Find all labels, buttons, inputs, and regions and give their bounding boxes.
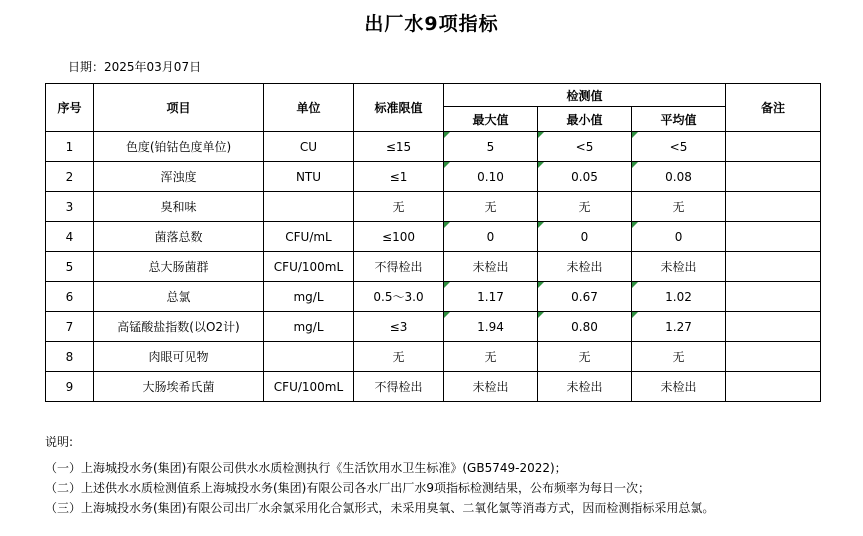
cell-remark [726, 312, 821, 342]
table-header-row-1 [46, 84, 821, 107]
cell-max: 无 [444, 192, 538, 222]
cell-remark [726, 372, 821, 402]
header-avg: 平均值 [632, 107, 726, 132]
cell-avg: 0 [632, 222, 726, 252]
cell-limit: 0.5～3.0 [354, 282, 444, 312]
cell-min: 0.67 [538, 282, 632, 312]
note-line-3: （三）上海城投水务(集团)有限公司出厂水余氯采用化合氯形式，未采用臭氧、二氧化氯等消毒方式，因而检测指标采用总氯。 [45, 501, 715, 515]
header-limit: 标准限值 [354, 84, 444, 132]
notes-title: 说明: [45, 435, 74, 449]
cell-max: 无 [444, 342, 538, 372]
cell-avg: <5 [632, 132, 726, 162]
cell-avg: 未检出 [632, 252, 726, 282]
cell-avg: 1.02 [632, 282, 726, 312]
cell-remark [726, 252, 821, 282]
cell-item: 臭和味 [94, 192, 264, 222]
cell-no: 2 [46, 162, 94, 192]
cell-min: <5 [538, 132, 632, 162]
header-item: 项目 [94, 84, 264, 132]
cell-remark [726, 282, 821, 312]
cell-unit: CFU/mL [264, 222, 354, 252]
cell-unit: mg/L [264, 282, 354, 312]
cell-remark [726, 192, 821, 222]
cell-max: 0.10 [444, 162, 538, 192]
table-row [46, 372, 821, 402]
cell-max: 未检出 [444, 252, 538, 282]
table-row [46, 252, 821, 282]
report-date: 日期：2025年03月07日 [68, 60, 202, 74]
cell-unit: mg/L [264, 312, 354, 342]
cell-limit: 不得检出 [354, 372, 444, 402]
cell-unit: CU [264, 132, 354, 162]
cell-no: 1 [46, 132, 94, 162]
cell-no: 4 [46, 222, 94, 252]
note-line-2: （二）上述供水水质检测值系上海城投水务(集团)有限公司各水厂出厂水9项指标检测结果，公布频率为每日一次； [45, 481, 651, 495]
cell-avg: 1.27 [632, 312, 726, 342]
cell-item: 肉眼可见物 [94, 342, 264, 372]
cell-no: 5 [46, 252, 94, 282]
cell-min: 0.05 [538, 162, 632, 192]
cell-item: 菌落总数 [94, 222, 264, 252]
cell-unit [264, 342, 354, 372]
cell-remark [726, 342, 821, 372]
cell-item: 总大肠菌群 [94, 252, 264, 282]
note-line-1: （一）上海城投水务(集团)有限公司供水水质检测执行《生活饮用水卫生标准》(GB5749-2022)； [45, 461, 567, 475]
cell-no: 8 [46, 342, 94, 372]
water-quality-table [45, 83, 821, 402]
header-no: 序号 [46, 84, 94, 132]
cell-unit: NTU [264, 162, 354, 192]
cell-max: 1.94 [444, 312, 538, 342]
cell-remark [726, 132, 821, 162]
cell-limit: 无 [354, 192, 444, 222]
cell-no: 6 [46, 282, 94, 312]
cell-limit: ≤3 [354, 312, 444, 342]
cell-remark [726, 222, 821, 252]
cell-item: 高锰酸盐指数(以O2计) [94, 312, 264, 342]
cell-avg: 0.08 [632, 162, 726, 192]
cell-avg: 无 [632, 192, 726, 222]
cell-min: 0 [538, 222, 632, 252]
table-row [46, 312, 821, 342]
cell-item: 浑浊度 [94, 162, 264, 192]
cell-unit [264, 192, 354, 222]
table-row [46, 192, 821, 222]
cell-limit: ≤1 [354, 162, 444, 192]
cell-no: 3 [46, 192, 94, 222]
cell-min: 无 [538, 192, 632, 222]
cell-min: 0.80 [538, 312, 632, 342]
header-max: 最大值 [444, 107, 538, 132]
cell-max: 未检出 [444, 372, 538, 402]
table-row [46, 132, 821, 162]
cell-item: 色度(铂钴色度单位) [94, 132, 264, 162]
table-row [46, 282, 821, 312]
header-min: 最小值 [538, 107, 632, 132]
cell-item: 大肠埃希氏菌 [94, 372, 264, 402]
table-row [46, 162, 821, 192]
cell-max: 5 [444, 132, 538, 162]
cell-avg: 未检出 [632, 372, 726, 402]
cell-min: 无 [538, 342, 632, 372]
cell-item: 总氯 [94, 282, 264, 312]
header-remark: 备注 [726, 84, 821, 132]
cell-no: 9 [46, 372, 94, 402]
table-row [46, 342, 821, 372]
notes-section [45, 432, 863, 518]
cell-limit: 无 [354, 342, 444, 372]
cell-no: 7 [46, 312, 94, 342]
cell-min: 未检出 [538, 252, 632, 282]
cell-limit: ≤100 [354, 222, 444, 252]
cell-min: 未检出 [538, 372, 632, 402]
page-title: 出厂水9项指标 [364, 13, 499, 35]
cell-limit: ≤15 [354, 132, 444, 162]
table-row [46, 222, 821, 252]
cell-avg: 无 [632, 342, 726, 372]
cell-limit: 不得检出 [354, 252, 444, 282]
cell-max: 1.17 [444, 282, 538, 312]
header-unit: 单位 [264, 84, 354, 132]
cell-remark [726, 162, 821, 192]
cell-unit: CFU/100mL [264, 252, 354, 282]
cell-max: 0 [444, 222, 538, 252]
cell-unit: CFU/100mL [264, 372, 354, 402]
header-detected: 检测值 [444, 84, 726, 107]
